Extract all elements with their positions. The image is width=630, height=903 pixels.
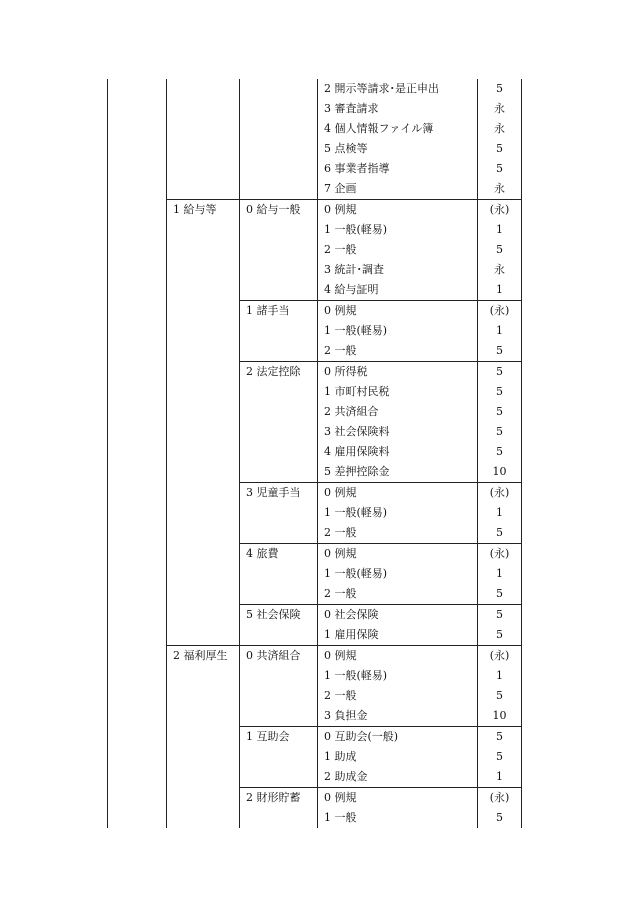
category-cell bbox=[108, 139, 167, 159]
item-cell: 3 負担金 bbox=[318, 706, 478, 727]
table-row bbox=[108, 79, 522, 99]
subcategory-cell bbox=[167, 544, 240, 565]
group-cell bbox=[240, 159, 318, 179]
item-cell: 3 審査請求 bbox=[318, 99, 478, 119]
group-cell bbox=[240, 341, 318, 362]
group-cell bbox=[240, 422, 318, 442]
item-cell: 5 差押控除金 bbox=[318, 462, 478, 483]
item-cell: 2 一般 bbox=[318, 523, 478, 544]
subcategory-cell bbox=[167, 159, 240, 179]
item-cell: 5 点検等 bbox=[318, 139, 478, 159]
category-cell bbox=[108, 788, 167, 809]
group-cell bbox=[240, 402, 318, 422]
subcategory-cell bbox=[167, 523, 240, 544]
retention-cell: 1 bbox=[478, 280, 522, 301]
subcategory-cell bbox=[167, 139, 240, 159]
retention-cell: 5 bbox=[478, 79, 522, 99]
item-cell: 4 個人情報ファイル簿 bbox=[318, 119, 478, 139]
table-row bbox=[108, 483, 522, 504]
retention-cell: 1 bbox=[478, 220, 522, 240]
category-cell bbox=[108, 666, 167, 686]
table-row bbox=[108, 646, 522, 667]
category-cell bbox=[108, 767, 167, 788]
group-cell bbox=[240, 79, 318, 99]
category-cell bbox=[108, 220, 167, 240]
table-row bbox=[108, 727, 522, 748]
table-row bbox=[108, 341, 522, 362]
subcategory-cell bbox=[167, 362, 240, 383]
group-cell bbox=[240, 462, 318, 483]
item-cell: 1 雇用保険 bbox=[318, 625, 478, 646]
category-cell bbox=[108, 179, 167, 200]
retention-cell: 永 bbox=[478, 179, 522, 200]
subcategory-cell bbox=[167, 99, 240, 119]
group-cell bbox=[240, 139, 318, 159]
category-cell bbox=[108, 99, 167, 119]
item-cell: 2 共済組合 bbox=[318, 402, 478, 422]
item-cell: 1 一般(軽易) bbox=[318, 666, 478, 686]
retention-cell: (永) bbox=[478, 544, 522, 565]
table-row bbox=[108, 625, 522, 646]
category-cell bbox=[108, 159, 167, 179]
retention-cell: 10 bbox=[478, 706, 522, 727]
retention-cell: 永 bbox=[478, 119, 522, 139]
item-cell: 7 企画 bbox=[318, 179, 478, 200]
table-row bbox=[108, 808, 522, 828]
category-cell bbox=[108, 362, 167, 383]
table-row bbox=[108, 402, 522, 422]
subcategory-cell bbox=[167, 179, 240, 200]
item-cell: 4 給与証明 bbox=[318, 280, 478, 301]
category-cell bbox=[108, 301, 167, 322]
retention-cell: 1 bbox=[478, 767, 522, 788]
subcategory-cell bbox=[167, 341, 240, 362]
item-cell: 1 一般(軽易) bbox=[318, 321, 478, 341]
retention-cell: 5 bbox=[478, 727, 522, 748]
retention-cell: 5 bbox=[478, 686, 522, 706]
group-cell bbox=[240, 321, 318, 341]
item-cell: 2 一般 bbox=[318, 584, 478, 605]
subcategory-cell: 1 給与等 bbox=[167, 200, 240, 221]
table-row bbox=[108, 706, 522, 727]
group-cell bbox=[240, 220, 318, 240]
category-cell bbox=[108, 240, 167, 260]
category-cell bbox=[108, 442, 167, 462]
subcategory-cell bbox=[167, 280, 240, 301]
group-cell bbox=[240, 747, 318, 767]
item-cell: 2 一般 bbox=[318, 686, 478, 706]
item-cell: 1 一般(軽易) bbox=[318, 564, 478, 584]
category-cell bbox=[108, 584, 167, 605]
subcategory-cell bbox=[167, 706, 240, 727]
group-cell: 5 社会保険 bbox=[240, 605, 318, 626]
category-cell bbox=[108, 523, 167, 544]
category-cell bbox=[108, 808, 167, 828]
category-cell bbox=[108, 341, 167, 362]
table-row bbox=[108, 260, 522, 280]
subcategory-cell bbox=[167, 767, 240, 788]
retention-cell: 1 bbox=[478, 564, 522, 584]
subcategory-cell bbox=[167, 666, 240, 686]
category-cell bbox=[108, 727, 167, 748]
subcategory-cell bbox=[167, 788, 240, 809]
subcategory-cell bbox=[167, 605, 240, 626]
category-cell bbox=[108, 686, 167, 706]
table-row bbox=[108, 220, 522, 240]
retention-cell: 5 bbox=[478, 159, 522, 179]
subcategory-cell bbox=[167, 301, 240, 322]
table-row bbox=[108, 240, 522, 260]
group-cell: 0 給与一般 bbox=[240, 200, 318, 221]
table-row bbox=[108, 584, 522, 605]
table-body bbox=[108, 79, 522, 828]
group-cell bbox=[240, 280, 318, 301]
category-cell bbox=[108, 200, 167, 221]
table-row bbox=[108, 523, 522, 544]
category-cell bbox=[108, 564, 167, 584]
retention-cell: 1 bbox=[478, 666, 522, 686]
category-cell bbox=[108, 462, 167, 483]
subcategory-cell bbox=[167, 625, 240, 646]
retention-cell: 5 bbox=[478, 605, 522, 626]
category-cell bbox=[108, 402, 167, 422]
retention-cell: 5 bbox=[478, 382, 522, 402]
category-cell bbox=[108, 706, 167, 727]
table-row bbox=[108, 605, 522, 626]
category-cell bbox=[108, 321, 167, 341]
table-row bbox=[108, 503, 522, 523]
category-cell bbox=[108, 422, 167, 442]
table-row bbox=[108, 382, 522, 402]
retention-cell: 5 bbox=[478, 362, 522, 383]
item-cell: 0 例規 bbox=[318, 544, 478, 565]
item-cell: 4 雇用保険料 bbox=[318, 442, 478, 462]
subcategory-cell bbox=[167, 727, 240, 748]
category-cell bbox=[108, 382, 167, 402]
subcategory-cell bbox=[167, 79, 240, 99]
item-cell: 0 例規 bbox=[318, 646, 478, 667]
retention-schedule-table bbox=[107, 79, 522, 828]
retention-cell: 5 bbox=[478, 584, 522, 605]
group-cell bbox=[240, 584, 318, 605]
category-cell bbox=[108, 280, 167, 301]
retention-cell: (永) bbox=[478, 483, 522, 504]
table-row bbox=[108, 280, 522, 301]
retention-cell: 5 bbox=[478, 747, 522, 767]
subcategory-cell bbox=[167, 422, 240, 442]
subcategory-cell bbox=[167, 747, 240, 767]
subcategory-cell bbox=[167, 321, 240, 341]
table-row bbox=[108, 747, 522, 767]
subcategory-cell bbox=[167, 382, 240, 402]
retention-cell: (永) bbox=[478, 301, 522, 322]
item-cell: 3 社会保険料 bbox=[318, 422, 478, 442]
retention-cell: 永 bbox=[478, 260, 522, 280]
group-cell bbox=[240, 503, 318, 523]
retention-cell: 5 bbox=[478, 422, 522, 442]
table-row bbox=[108, 159, 522, 179]
table-row bbox=[108, 362, 522, 383]
subcategory-cell bbox=[167, 442, 240, 462]
category-cell bbox=[108, 646, 167, 667]
item-cell: 2 一般 bbox=[318, 341, 478, 362]
group-cell: 0 共済組合 bbox=[240, 646, 318, 667]
item-cell: 0 所得税 bbox=[318, 362, 478, 383]
table-row bbox=[108, 99, 522, 119]
item-cell: 1 一般 bbox=[318, 808, 478, 828]
retention-cell: 5 bbox=[478, 523, 522, 544]
retention-cell: 1 bbox=[478, 321, 522, 341]
item-cell: 1 一般(軽易) bbox=[318, 503, 478, 523]
group-cell bbox=[240, 260, 318, 280]
item-cell: 1 助成 bbox=[318, 747, 478, 767]
category-cell bbox=[108, 544, 167, 565]
table-row bbox=[108, 119, 522, 139]
group-cell bbox=[240, 523, 318, 544]
subcategory-cell bbox=[167, 483, 240, 504]
group-cell: 1 諸手当 bbox=[240, 301, 318, 322]
table-row bbox=[108, 666, 522, 686]
group-cell bbox=[240, 666, 318, 686]
group-cell bbox=[240, 625, 318, 646]
group-cell bbox=[240, 686, 318, 706]
category-cell bbox=[108, 119, 167, 139]
group-cell bbox=[240, 564, 318, 584]
category-cell bbox=[108, 605, 167, 626]
table-row bbox=[108, 301, 522, 322]
group-cell bbox=[240, 706, 318, 727]
item-cell: 2 一般 bbox=[318, 240, 478, 260]
category-cell bbox=[108, 503, 167, 523]
group-cell: 3 児童手当 bbox=[240, 483, 318, 504]
item-cell: 0 例規 bbox=[318, 788, 478, 809]
table-row bbox=[108, 767, 522, 788]
item-cell: 1 市町村民税 bbox=[318, 382, 478, 402]
table-row bbox=[108, 462, 522, 483]
group-cell bbox=[240, 119, 318, 139]
group-cell bbox=[240, 99, 318, 119]
subcategory-cell bbox=[167, 240, 240, 260]
subcategory-cell bbox=[167, 584, 240, 605]
table-row bbox=[108, 139, 522, 159]
item-cell: 0 例規 bbox=[318, 200, 478, 221]
subcategory-cell bbox=[167, 220, 240, 240]
retention-cell: 5 bbox=[478, 808, 522, 828]
category-cell bbox=[108, 747, 167, 767]
group-cell bbox=[240, 382, 318, 402]
table-row bbox=[108, 321, 522, 341]
item-cell: 1 一般(軽易) bbox=[318, 220, 478, 240]
retention-cell: 1 bbox=[478, 503, 522, 523]
table-row bbox=[108, 788, 522, 809]
item-cell: 6 事業者指導 bbox=[318, 159, 478, 179]
retention-cell: 5 bbox=[478, 240, 522, 260]
subcategory-cell bbox=[167, 260, 240, 280]
group-cell bbox=[240, 808, 318, 828]
retention-cell: (永) bbox=[478, 788, 522, 809]
retention-cell: (永) bbox=[478, 200, 522, 221]
item-cell: 2 助成金 bbox=[318, 767, 478, 788]
table-row bbox=[108, 179, 522, 200]
item-cell: 0 互助会(一般) bbox=[318, 727, 478, 748]
item-cell: 3 統計･調査 bbox=[318, 260, 478, 280]
group-cell: 2 財形貯蓄 bbox=[240, 788, 318, 809]
retention-cell: 5 bbox=[478, 139, 522, 159]
table-row bbox=[108, 564, 522, 584]
item-cell: 0 社会保険 bbox=[318, 605, 478, 626]
category-cell bbox=[108, 260, 167, 280]
subcategory-cell bbox=[167, 119, 240, 139]
table-row bbox=[108, 442, 522, 462]
retention-cell: (永) bbox=[478, 646, 522, 667]
subcategory-cell: 2 福利厚生 bbox=[167, 646, 240, 667]
category-cell bbox=[108, 483, 167, 504]
group-cell: 2 法定控除 bbox=[240, 362, 318, 383]
category-cell bbox=[108, 79, 167, 99]
subcategory-cell bbox=[167, 402, 240, 422]
table-row bbox=[108, 544, 522, 565]
table-row bbox=[108, 200, 522, 221]
subcategory-cell bbox=[167, 808, 240, 828]
subcategory-cell bbox=[167, 686, 240, 706]
retention-cell: 10 bbox=[478, 462, 522, 483]
item-cell: 0 例規 bbox=[318, 483, 478, 504]
retention-cell: 5 bbox=[478, 625, 522, 646]
category-cell bbox=[108, 625, 167, 646]
group-cell bbox=[240, 179, 318, 200]
group-cell: 1 互助会 bbox=[240, 727, 318, 748]
item-cell: 0 例規 bbox=[318, 301, 478, 322]
retention-cell: 永 bbox=[478, 99, 522, 119]
group-cell bbox=[240, 442, 318, 462]
group-cell bbox=[240, 767, 318, 788]
subcategory-cell bbox=[167, 462, 240, 483]
table-row bbox=[108, 422, 522, 442]
group-cell bbox=[240, 240, 318, 260]
retention-cell: 5 bbox=[478, 402, 522, 422]
retention-cell: 5 bbox=[478, 341, 522, 362]
group-cell: 4 旅費 bbox=[240, 544, 318, 565]
retention-cell: 5 bbox=[478, 442, 522, 462]
item-cell: 2 開示等請求･是正申出 bbox=[318, 79, 478, 99]
subcategory-cell bbox=[167, 564, 240, 584]
table-row bbox=[108, 686, 522, 706]
subcategory-cell bbox=[167, 503, 240, 523]
